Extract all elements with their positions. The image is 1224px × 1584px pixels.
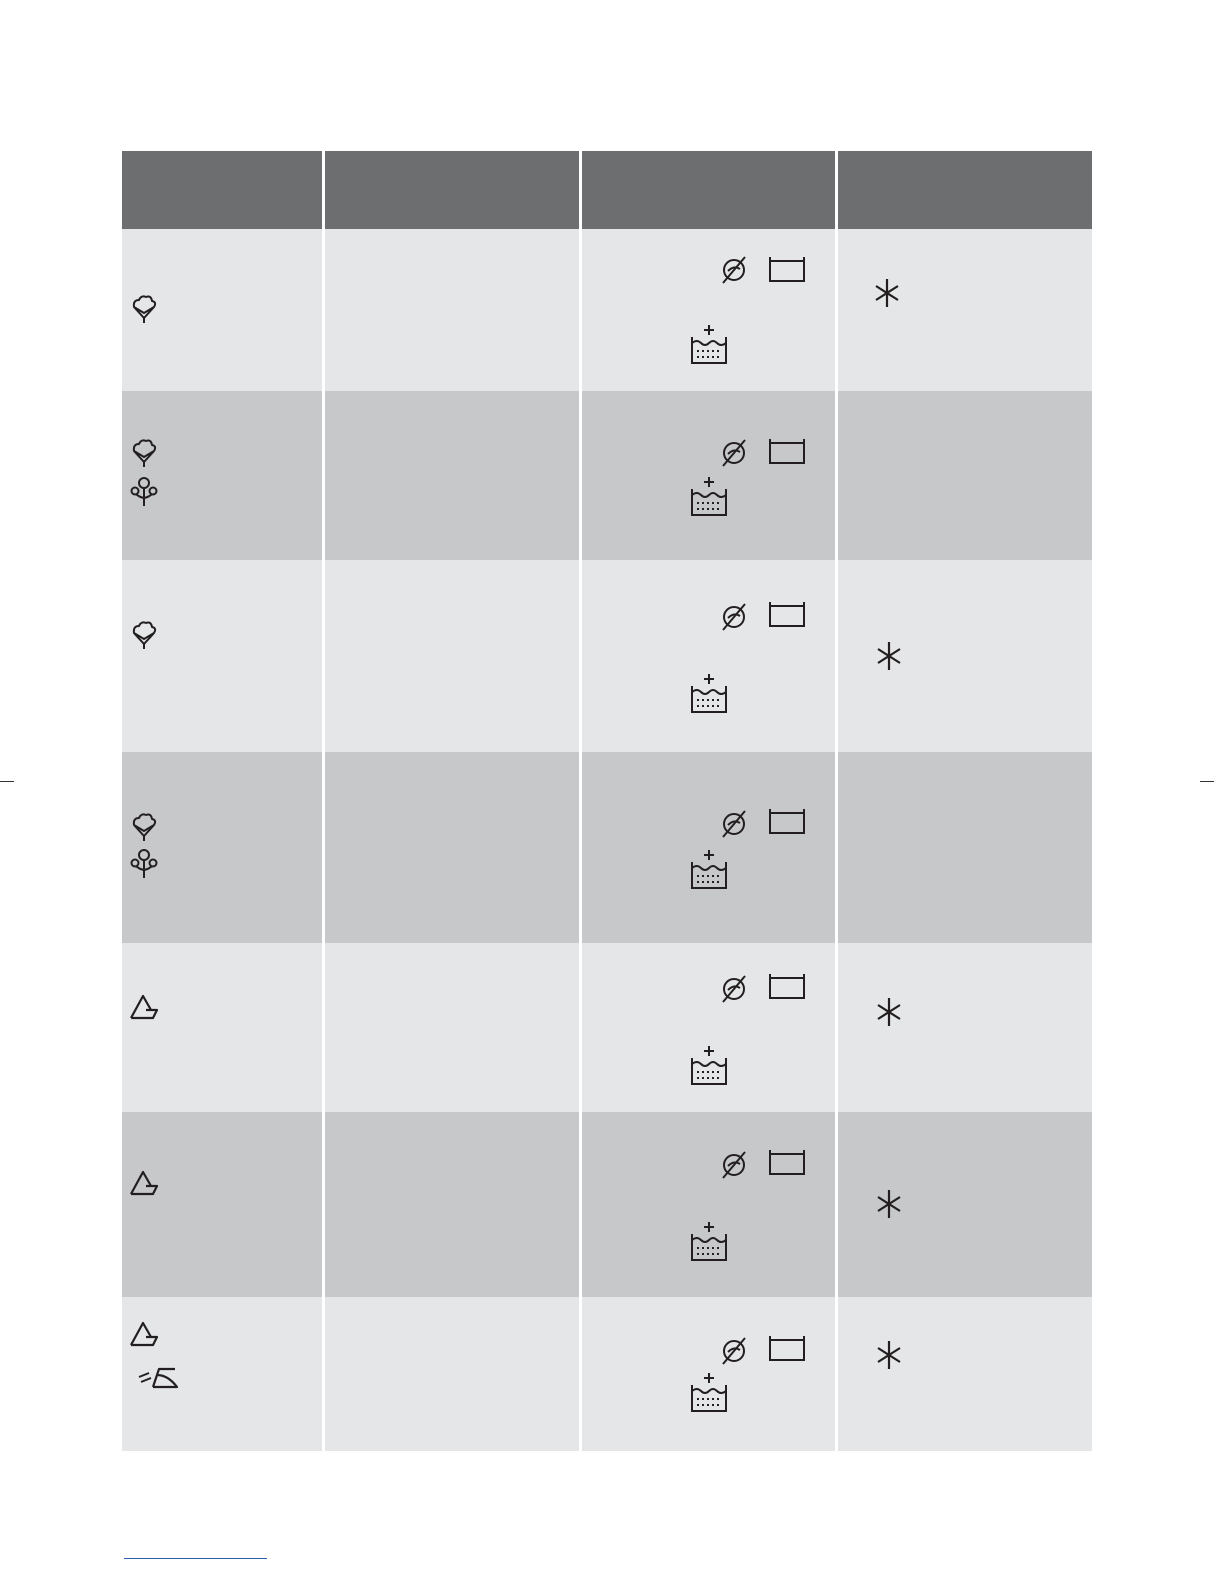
synthetics-icon xyxy=(129,1169,159,1197)
description-cell xyxy=(323,1112,580,1297)
extra-cell xyxy=(836,752,1092,943)
programme-cell xyxy=(122,943,323,1112)
extra-rinse-icon xyxy=(689,475,729,517)
washing-programme-table xyxy=(122,151,1092,1451)
extra-cell xyxy=(836,943,1092,1112)
options-cell xyxy=(580,1297,836,1451)
footer-rule xyxy=(124,1558,267,1559)
extra-cell xyxy=(836,1112,1092,1297)
extra-rinse-icon xyxy=(689,1044,729,1086)
table-header-row xyxy=(122,151,1092,229)
crop-mark-right xyxy=(1200,781,1214,782)
extra-rinse-icon xyxy=(689,1220,729,1262)
no-spin-icon xyxy=(718,601,750,633)
description-cell xyxy=(323,1297,580,1451)
star-symbol-icon xyxy=(873,996,905,1028)
description-cell xyxy=(323,391,580,560)
no-spin-icon xyxy=(718,808,750,840)
no-spin-icon xyxy=(718,1335,750,1367)
synthetics-icon xyxy=(129,1320,159,1348)
extra-rinse-icon xyxy=(689,848,729,890)
rinse-hold-icon xyxy=(768,1148,806,1176)
header-cell-programme xyxy=(122,151,323,229)
star-symbol-icon xyxy=(873,1339,905,1371)
programme-cell xyxy=(122,391,323,560)
options-cell xyxy=(580,752,836,943)
rinse-hold-icon xyxy=(768,255,806,283)
cotton-icon xyxy=(130,620,158,650)
description-cell xyxy=(323,560,580,752)
table-row xyxy=(122,752,1092,943)
table-row xyxy=(122,1297,1092,1451)
rinse-hold-icon xyxy=(768,437,806,465)
no-spin-icon xyxy=(718,1149,750,1181)
extra-cell xyxy=(836,1297,1092,1451)
star-symbol-icon xyxy=(873,640,905,672)
description-cell xyxy=(323,752,580,943)
eco-flower-icon xyxy=(130,848,158,880)
no-spin-icon xyxy=(718,254,750,286)
no-spin-icon xyxy=(718,437,750,469)
cotton-icon xyxy=(130,812,158,842)
programme-cell xyxy=(122,560,323,752)
programme-cell xyxy=(122,752,323,943)
header-cell-description xyxy=(323,151,580,229)
table-row xyxy=(122,391,1092,560)
header-cell-extra xyxy=(836,151,1092,229)
star-symbol-icon xyxy=(873,1188,905,1220)
easy-iron-icon xyxy=(137,1365,181,1391)
star-symbol-icon xyxy=(871,277,903,309)
options-cell xyxy=(580,391,836,560)
header-cell-options xyxy=(580,151,836,229)
rinse-hold-icon xyxy=(768,972,806,1000)
extra-rinse-icon xyxy=(689,323,729,365)
extra-rinse-icon xyxy=(689,1371,729,1413)
rinse-hold-icon xyxy=(768,600,806,628)
options-cell xyxy=(580,229,836,391)
crop-mark-left xyxy=(0,781,14,782)
cotton-icon xyxy=(130,294,158,324)
options-cell xyxy=(580,943,836,1112)
synthetics-icon xyxy=(129,993,159,1021)
options-cell xyxy=(580,560,836,752)
extra-cell xyxy=(836,229,1092,391)
rinse-hold-icon xyxy=(768,1334,806,1362)
programme-cell xyxy=(122,1112,323,1297)
extra-cell xyxy=(836,391,1092,560)
rinse-hold-icon xyxy=(768,807,806,835)
table-row xyxy=(122,943,1092,1112)
table-row xyxy=(122,229,1092,391)
table-row xyxy=(122,560,1092,752)
options-cell xyxy=(580,1112,836,1297)
eco-flower-icon xyxy=(130,476,158,508)
programme-cell xyxy=(122,229,323,391)
description-cell xyxy=(323,229,580,391)
table-row xyxy=(122,1112,1092,1297)
description-cell xyxy=(323,943,580,1112)
extra-cell xyxy=(836,560,1092,752)
programme-cell xyxy=(122,1297,323,1451)
no-spin-icon xyxy=(718,973,750,1005)
extra-rinse-icon xyxy=(689,672,729,714)
cotton-icon xyxy=(130,438,158,468)
